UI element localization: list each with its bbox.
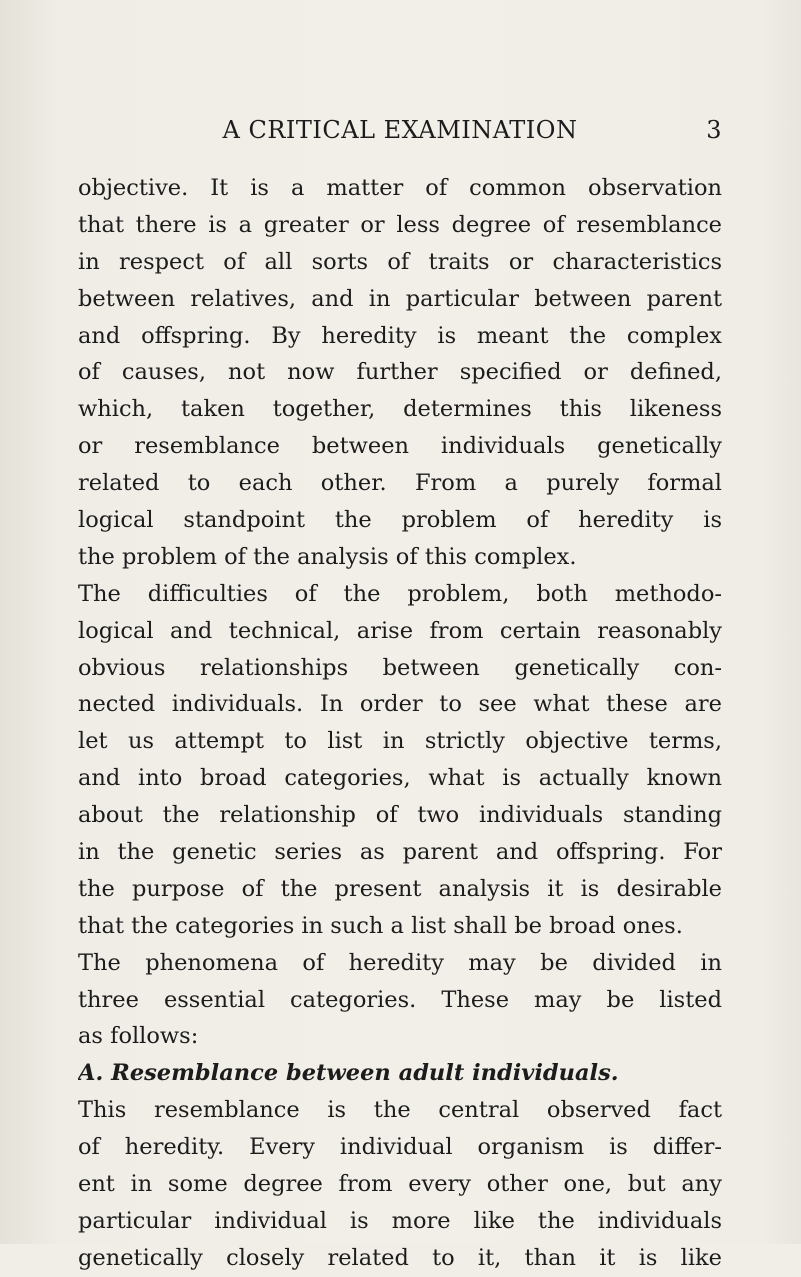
text-line: ent in some degree from every other one, but any [78,1171,722,1198]
text-line: in respect of all sorts of traits or characteristics [78,248,722,275]
text-line: obvious relationships between genetically con- [78,654,722,681]
text-line: The difficulties of the problem, both methodo- [78,580,722,607]
text-line: which, taken together, determines this likeness [78,396,722,423]
text-line: the problem of the analysis of this complex. [78,543,577,570]
text-line: between relatives, and in particular between parent [78,285,722,312]
text-line: This resemblance is the central observed fact [78,1097,722,1124]
text-line: the purpose of the present analysis it is desirable [78,875,722,902]
section-heading: A. Resemblance between adult individuals. [78,1060,619,1087]
text-line: particular individual is more like the individuals [78,1207,722,1234]
running-head: A CRITICAL EXAMINATION [222,116,578,144]
text-line: that there is a greater or less degree of resemblance [78,211,722,238]
text-line: as follows: [78,1023,199,1050]
text-line: three essential categories. These may be listed [78,986,722,1013]
text-line: objective. It is a matter of common observation [78,175,722,201]
text-line: let us attempt to list in strictly objective terms, [78,728,722,755]
text-line: that the categories in such a list shall be broad ones. [78,912,683,939]
text-line: or resemblance between individuals genetically [78,433,722,460]
text-line: about the relationship of two individuals standing [78,802,722,829]
text-line: nected individuals. In order to see what these are [78,691,722,718]
page-header [78,116,722,150]
text-line: The phenomena of heredity may be divided in [78,949,722,976]
text-line: and into broad categories, what is actually known [78,765,722,792]
text-line: in the genetic series as parent and offspring. For [78,839,722,866]
text-line: genetically closely related to it, than it is like [78,1244,722,1271]
text-line: related to each other. From a purely formal [78,470,722,497]
text-line: of causes, not now further specified or defined, [78,359,722,386]
body-text [78,170,722,1277]
text-line: logical standpoint the problem of heredity is [78,507,722,534]
text-line: and offspring. By heredity is meant the complex [78,322,722,349]
text-line: of heredity. Every individual organism is differ- [78,1134,722,1161]
text-line: logical and technical, arise from certain reasonably [78,617,722,644]
page-number: 3 [706,116,722,144]
